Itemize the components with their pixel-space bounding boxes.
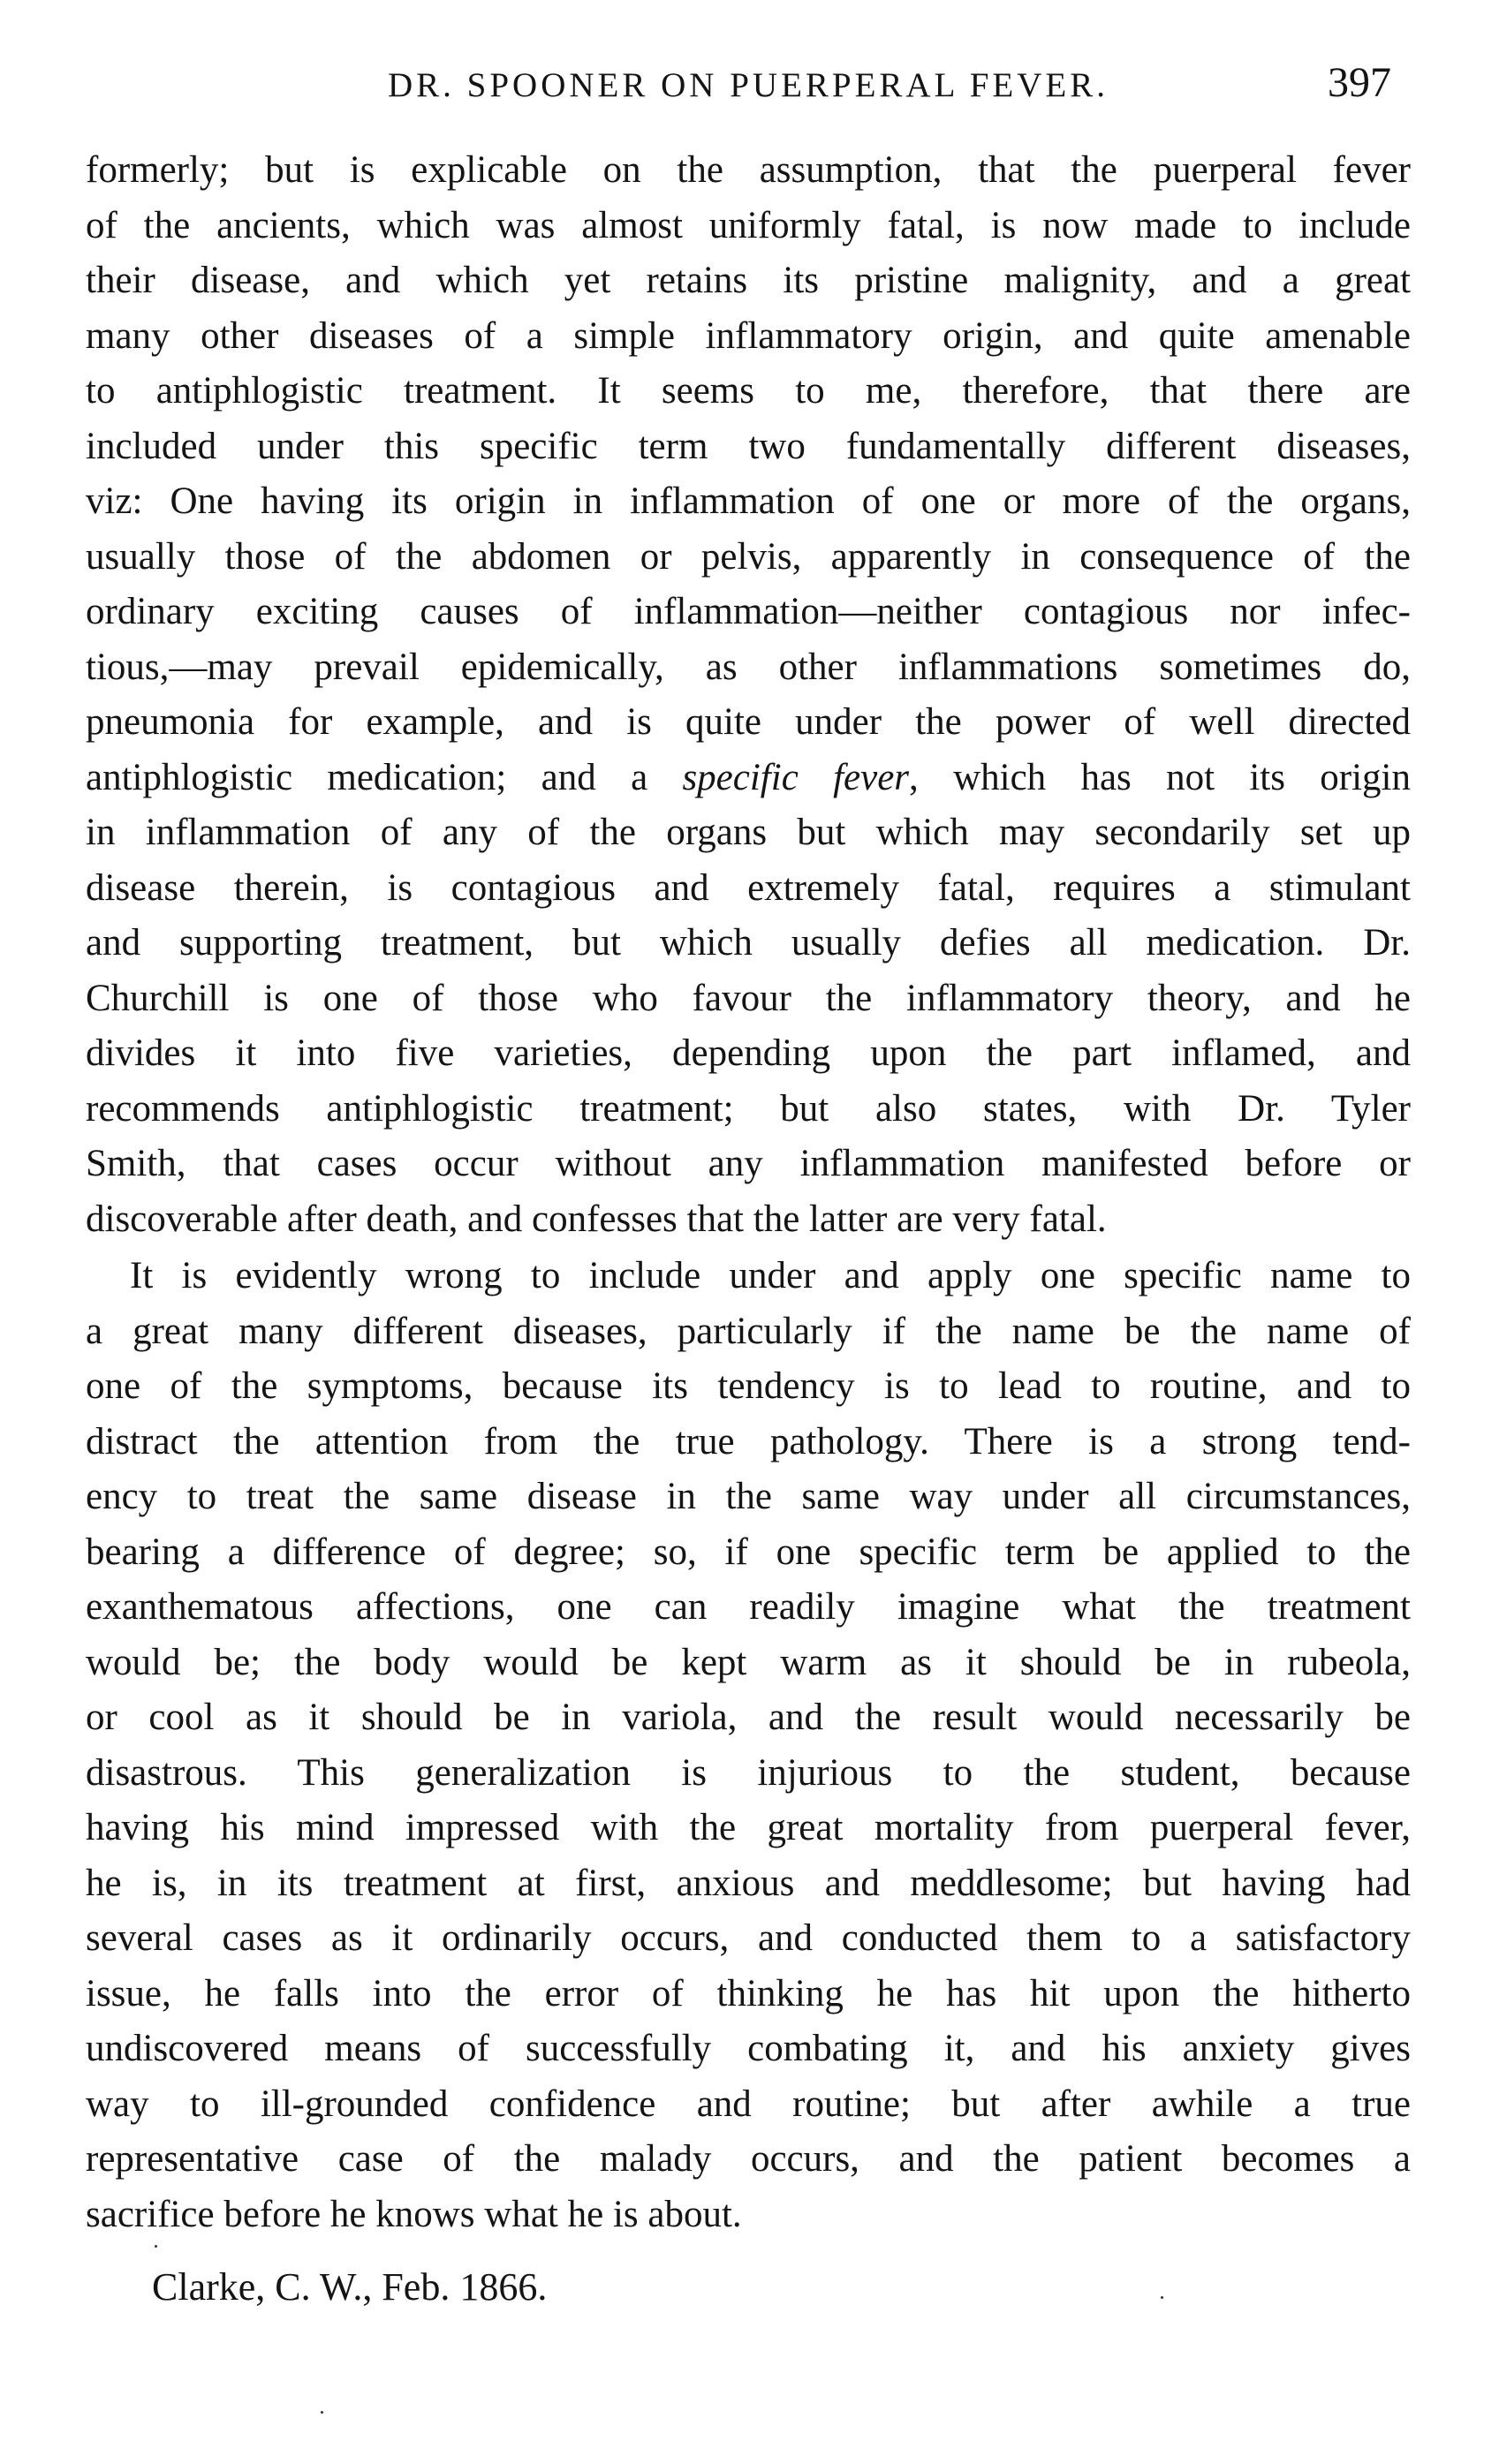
paragraph	[86, 1249, 1411, 2242]
text-line: of the ancients, which was almost uniformly fatal, is now made to include	[86, 204, 1411, 246]
text-line: Churchill is one of those who favour the inflammatory theory, and he	[86, 977, 1411, 1019]
text-line: would be; the body would be kept warm as it should be in rubeola,	[86, 1641, 1411, 1683]
text-line: several cases as it ordinarily occurs, and conducted them to a satisfactory	[86, 1917, 1411, 1959]
text-line: issue, he falls into the error of thinking he has hit upon the hitherto	[86, 1972, 1411, 2014]
text-line: their disease, and which yet retains its pristine malignity, and a great	[86, 260, 1411, 301]
text-line: to antiphlogistic treatment. It seems to me, therefore, that there are	[86, 370, 1411, 412]
text-line: representative case of the malady occurs, and the patient becomes a	[86, 2138, 1411, 2180]
signature-line: Clarke, C. W., Feb. 1866.	[152, 2265, 548, 2309]
text-line: or cool as it should be in variola, and the result would necessarily be	[86, 1697, 1411, 1738]
ink-speck	[1161, 2296, 1163, 2299]
text-line: pneumonia for example, and is quite under the power of well directed	[86, 701, 1411, 743]
book-page	[86, 0, 1411, 2464]
text-line: ency to treat the same disease in the same way under all circumstances,	[86, 1476, 1411, 1517]
text-line: ordinary exciting causes of inflammation—neither contagious nor infec-	[86, 591, 1411, 632]
text-line: many other diseases of a simple inflammatory origin, and quite amenable	[86, 314, 1411, 357]
text-line: disease therein, is contagious and extremely fatal, requires a stimulant	[86, 866, 1411, 909]
text-line: having his mind impressed with the great mortality from puerperal fever,	[86, 1807, 1411, 1848]
text-line: recommends antiphlogistic treatment; but also states, with Dr. Tyler	[86, 1087, 1411, 1130]
text-line: discoverable after death, and confesses that the latter are very fatal.	[86, 1198, 1107, 1240]
ink-speck	[155, 2245, 157, 2248]
text-line: sacrifice before he knows what he is about.	[86, 2193, 742, 2235]
body-text	[86, 143, 1411, 2242]
text-line: he is, in its treatment at first, anxious and meddlesome; but having had	[86, 1862, 1411, 1904]
page-number: 397	[1328, 59, 1391, 106]
text-line: one of the symptoms, because its tendency is to lead to routine, and to	[86, 1365, 1411, 1407]
ink-speck	[321, 2411, 323, 2414]
text-line: in inflammation of any of the organs but which may secondarily set up	[86, 812, 1411, 853]
paragraph	[86, 143, 1411, 1247]
text-line: Smith, that cases occur without any inflammation manifested before or	[86, 1143, 1411, 1184]
text-line: formerly; but is explicable on the assumption, that the puerperal fever	[86, 149, 1411, 191]
text-line: tious,—may prevail epidemically, as other inflammations sometimes do,	[86, 646, 1411, 688]
text-line: antiphlogistic medication; and a specific fever, which has not its origin	[86, 756, 1411, 798]
text-line: included under this specific term two fundamentally different diseases,	[86, 425, 1411, 467]
text-line: undiscovered means of successfully combating it, and his anxiety gives	[86, 2028, 1411, 2069]
text-line: and supporting treatment, but which usually defies all medication. Dr.	[86, 922, 1411, 964]
text-line: way to ill-grounded confidence and routine; but after awhile a true	[86, 2082, 1411, 2125]
text-line: exanthematous affections, one can readily imagine what the treatment	[86, 1586, 1411, 1628]
text-line: viz: One having its origin in inflammation of one or more of the organs,	[86, 480, 1411, 522]
running-title: DR. SPOONER ON PUERPERAL FEVER.	[388, 66, 1109, 104]
text-line: usually those of the abdomen or pelvis, apparently in consequence of the	[86, 535, 1411, 578]
text-line: a great many different diseases, particularly if the name be the name of	[86, 1310, 1411, 1352]
text-line: distract the attention from the true pathology. There is a strong tend-	[86, 1420, 1411, 1463]
running-head	[86, 58, 1411, 120]
text-line: It is evidently wrong to include under and apply one specific name to	[130, 1255, 1411, 1296]
text-line: bearing a difference of degree; so, if one specific term be applied to the	[86, 1531, 1411, 1573]
text-line: divides it into five varieties, depending upon the part inflamed, and	[86, 1032, 1411, 1074]
text-line: disastrous. This generalization is injurious to the student, because	[86, 1751, 1411, 1794]
